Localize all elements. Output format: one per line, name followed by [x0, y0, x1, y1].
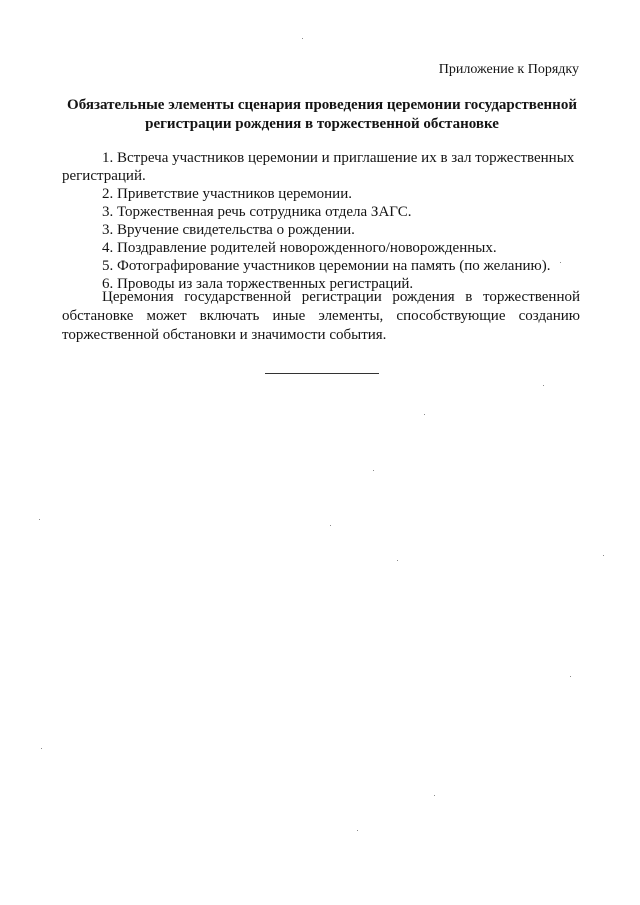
list-item: 2. Приветствие участников церемонии. [102, 186, 352, 202]
scan-speck [543, 385, 544, 386]
closing-line-3: торжественной обстановки и значимости события. [62, 327, 387, 343]
document-title-line-2: регистрации рождения в торжественной обстановке [145, 116, 499, 132]
scan-speck [330, 525, 331, 526]
scan-speck [397, 560, 398, 561]
scan-speck [424, 414, 425, 415]
end-divider-line [265, 373, 379, 374]
closing-line-2: обстановке может включать иные элементы, способствующие созданию [62, 308, 580, 324]
list-item: 1. Встреча участников церемонии и приглашение их в зал торжественных регистраций. [62, 150, 575, 184]
closing-line-1: Церемония государственной регистрации рождения в торжественной [102, 289, 580, 305]
scan-speck [560, 262, 561, 263]
ceremony-elements-list [62, 149, 580, 293]
scan-speck [41, 748, 42, 749]
document-title-line-1: Обязательные элементы сценария проведения церемонии государственной [67, 97, 577, 113]
document-title [62, 96, 582, 134]
list-item: 3. Торжественная речь сотрудника отдела ЗАГС. [102, 204, 412, 220]
scan-speck [603, 555, 604, 556]
list-item: 4. Поздравление родителей новорожденного/новорожденных. [102, 240, 497, 256]
list-item: 6. Проводы из зала торжественных регистраций. [102, 276, 414, 292]
scan-speck [302, 38, 303, 39]
list-item: 3. Вручение свидетельства о рождении. [102, 222, 355, 238]
closing-paragraph [62, 288, 580, 345]
scan-speck [434, 795, 435, 796]
list-item: 5. Фотографирование участников церемонии на память (по желанию). [102, 258, 551, 274]
scan-speck [570, 676, 571, 677]
scan-speck [357, 830, 358, 831]
appendix-note: Приложение к Порядку [438, 62, 579, 77]
scan-speck [373, 470, 374, 471]
scan-speck [39, 519, 40, 520]
